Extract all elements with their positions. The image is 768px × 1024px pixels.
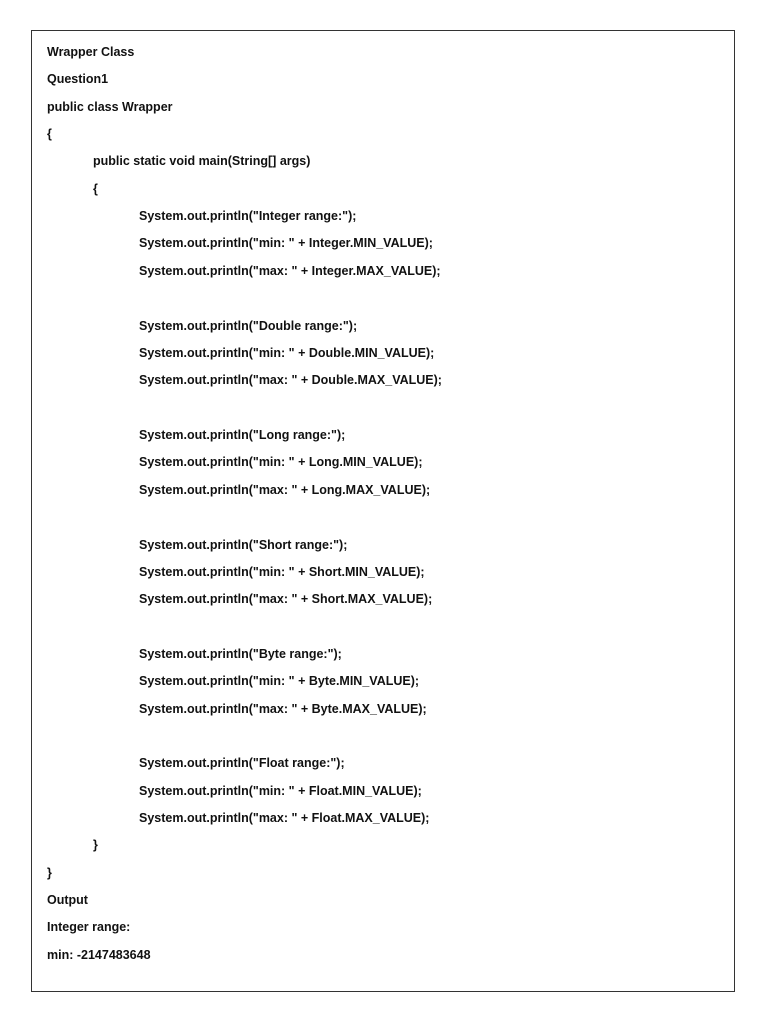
- doc-title: Wrapper Class: [47, 45, 135, 59]
- question-label: Question1: [47, 72, 109, 86]
- code-main-decl: public static void main(String[] args): [93, 154, 311, 168]
- code-line-byte-min: System.out.println("min: " + Byte.MIN_VALUE);: [139, 674, 420, 688]
- code-line-integer-label: System.out.println("Integer range:");: [139, 209, 357, 223]
- code-line-short-min: System.out.println("min: " + Short.MIN_VALUE);: [139, 565, 425, 579]
- code-main-close: }: [93, 838, 98, 852]
- code-class-decl: public class Wrapper: [47, 100, 173, 114]
- code-line-short-max: System.out.println("max: " + Short.MAX_VALUE);: [139, 592, 433, 606]
- code-line-double-label: System.out.println("Double range:");: [139, 319, 358, 333]
- output-heading: Output: [47, 893, 88, 907]
- code-main-open: {: [93, 182, 98, 196]
- output-line-1: Integer range:: [47, 920, 131, 934]
- code-line-double-max: System.out.println("max: " + Double.MAX_VALUE);: [139, 373, 442, 387]
- document-page: [31, 30, 735, 992]
- code-line-double-min: System.out.println("min: " + Double.MIN_VALUE);: [139, 346, 435, 360]
- code-line-integer-max: System.out.println("max: " + Integer.MAX_VALUE);: [139, 264, 441, 278]
- code-line-integer-min: System.out.println("min: " + Integer.MIN_VALUE);: [139, 236, 433, 250]
- code-line-byte-max: System.out.println("max: " + Byte.MAX_VALUE);: [139, 702, 427, 716]
- code-line-long-max: System.out.println("max: " + Long.MAX_VALUE);: [139, 483, 431, 497]
- code-line-float-max: System.out.println("max: " + Float.MAX_VALUE);: [139, 811, 430, 825]
- code-open-brace: {: [47, 127, 52, 141]
- code-line-byte-label: System.out.println("Byte range:");: [139, 647, 342, 661]
- code-line-long-label: System.out.println("Long range:");: [139, 428, 346, 442]
- code-close-brace: }: [47, 866, 52, 880]
- output-line-2: min: -2147483648: [47, 948, 151, 962]
- code-line-float-label: System.out.println("Float range:");: [139, 756, 345, 770]
- code-line-float-min: System.out.println("min: " + Float.MIN_VALUE);: [139, 784, 422, 798]
- code-line-long-min: System.out.println("min: " + Long.MIN_VALUE);: [139, 455, 423, 469]
- code-line-short-label: System.out.println("Short range:");: [139, 538, 348, 552]
